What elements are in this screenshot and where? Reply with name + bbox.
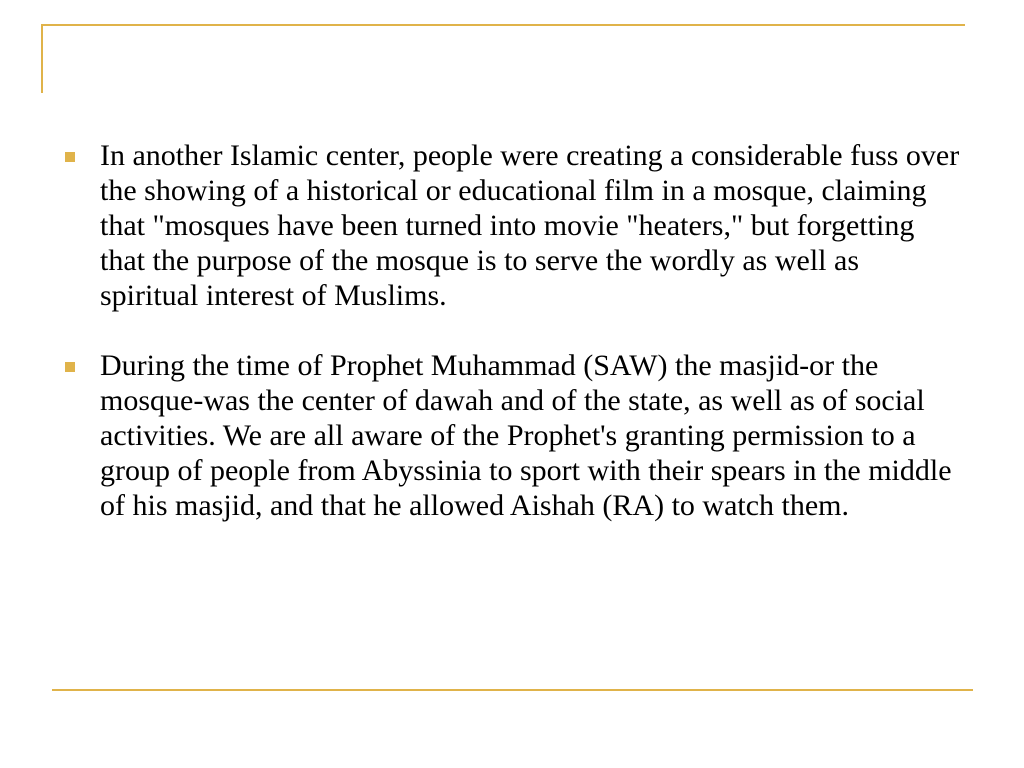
frame-left-rule [41,24,43,93]
slide-body [60,138,960,523]
frame-bottom-rule [52,689,973,691]
bullet-text-2: During the time of Prophet Muhammad (SAW) the masjid-or the mosque-was the center of dawah and of the state, as well as of social activities. We are all aware of the Prophet's granting permission to a group of people from Abyssinia to sport with their spears in the middle of his masjid, and that he allowed Aishah (RA) to watch them. [100,349,952,522]
bullet-item-2 [60,348,960,523]
bullet-text-1: In another Islamic center, people were creating a considerable fuss over the showing of a historical or educational film in a mosque, claiming that "mosques have been turned into movie "heaters," but forgetting that the purpose of the mosque is to serve the wordly as well as spiritual interest of Muslims. [100,139,960,312]
bullet-item-1 [60,138,960,313]
square-bullet-icon [65,362,75,372]
square-bullet-icon [65,152,75,162]
frame-top-rule [41,24,965,26]
